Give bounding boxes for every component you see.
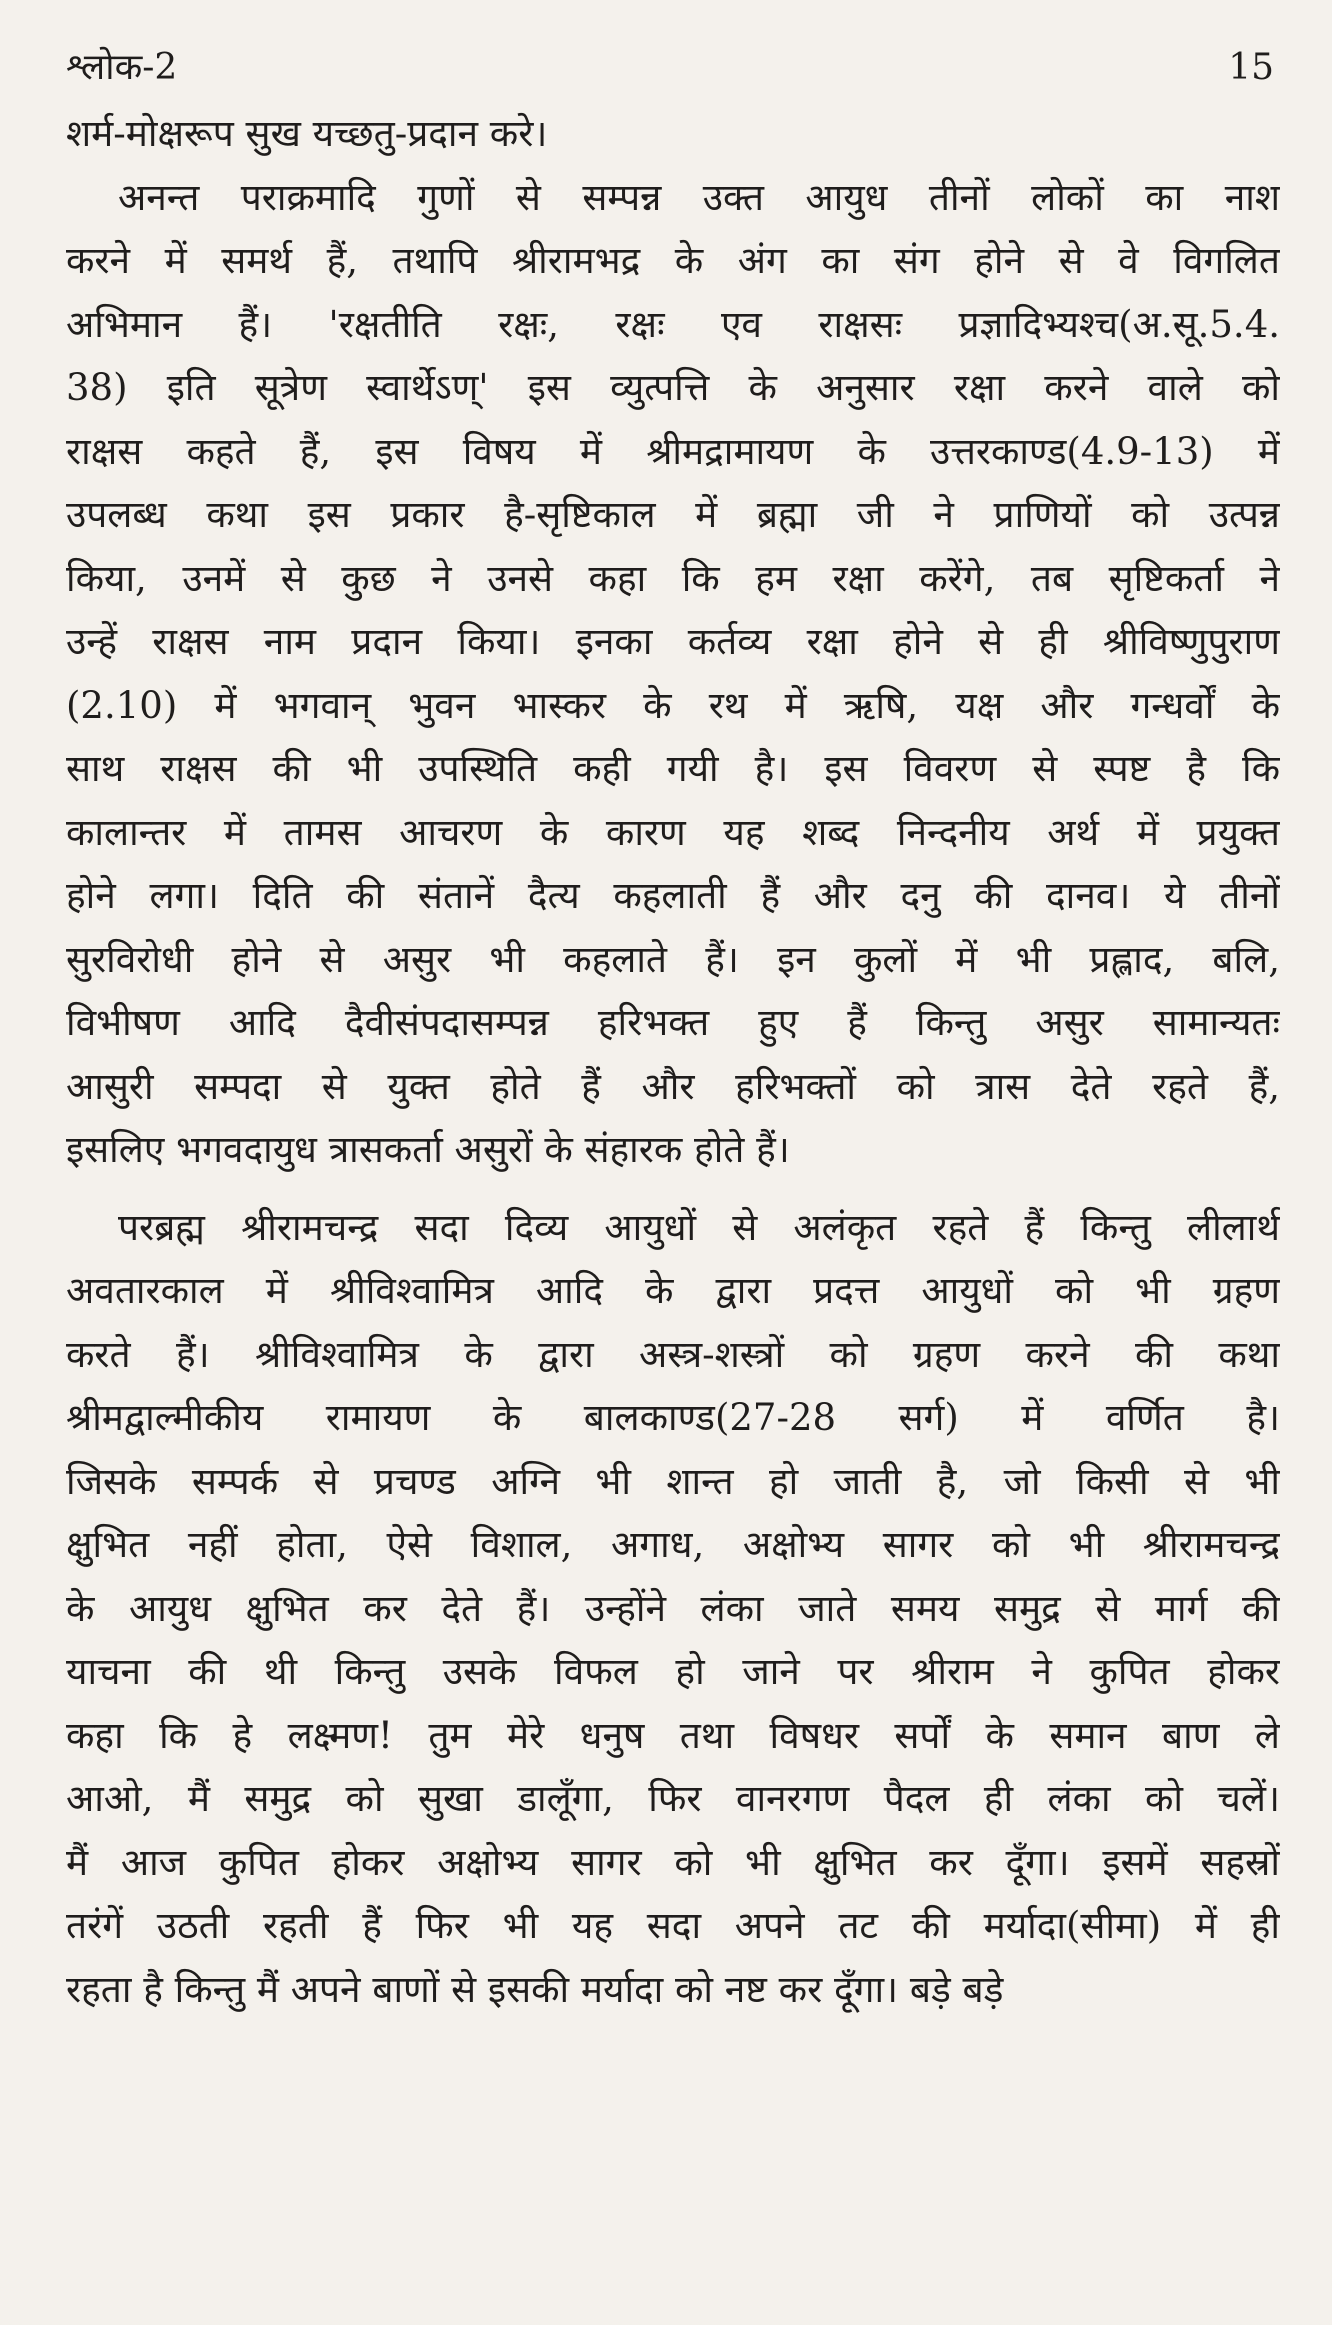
text-line: उन्हें राक्षस नाम प्रदान किया। इनका कर्तव्य रक्षा होने से ही श्रीविष्णुपुराण [66, 620, 1280, 663]
text-line: जिसके सम्पर्क से प्रचण्ड अग्नि भी शान्त हो जाती है, जो किसी से भी [66, 1459, 1280, 1503]
text-line: के आयुध क्षुभित कर देते हैं। उन्होंने लंका जाते समय समुद्र से मार्ग की [66, 1586, 1280, 1630]
text-line: उपलब्ध कथा इस प्रकार है-सृष्टिकाल में ब्रह्मा जी ने प्राणियों को उत्पन्न [66, 493, 1280, 536]
text-line: रहता है किन्तु मैं अपने बाणों से इसकी मर्यादा को नष्ट कर दूँगा। बड़े बड़े [66, 1967, 1004, 2011]
text-line: 38) इति सूत्रेण स्वार्थेऽण्' इस व्युत्पत्ति के अनुसार रक्षा करने वाले को [66, 366, 1280, 409]
text-line: श्रीमद्वाल्मीकीय रामायण के बालकाण्ड(27-28 सर्ग) में वर्णित है। [66, 1396, 1280, 1439]
text-line: याचना की थी किन्तु उसके विफल हो जाने पर श्रीराम ने कुपित होकर [66, 1650, 1280, 1693]
text-line: तरंगें उठती रहती हैं फिर भी यह सदा अपने तट की मर्यादा(सीमा) में ही [66, 1904, 1280, 1947]
text-line: क्षुभित नहीं होता, ऐसे विशाल, अगाध, अक्षोभ्य सागर को भी श्रीरामचन्द्र [66, 1523, 1280, 1566]
text-line: सुरविरोधी होने से असुर भी कहलाते हैं। इन कुलों में भी प्रह्लाद, बलि, [66, 937, 1280, 981]
text-line: आओ, मैं समुद्र को सुखा डालूँगा, फिर वानरगण पैदल ही लंका को चलें। [66, 1777, 1280, 1820]
text-line: किया, उनमें से कुछ ने उनसे कहा कि हम रक्षा करेंगे, तब सृष्टिकर्ता ने [66, 556, 1280, 600]
paragraph-ramachandra [66, 1196, 1280, 2022]
page-header [66, 40, 1280, 96]
text-line: साथ राक्षस की भी उपस्थिति कही गयी है। इस विवरण से स्पष्ट है कि [66, 747, 1280, 790]
text-line: इसलिए भगवदायुध त्रासकर्ता असुरों के संहारक होते हैं। [66, 1128, 790, 1171]
paragraph-gap [66, 1182, 1280, 1196]
text-line: कहा कि हे लक्ष्मण! तुम मेरे धनुष तथा विषधर सर्पों के समान बाण ले [66, 1713, 1280, 1757]
text-line: अनन्त पराक्रमादि गुणों से सम्पन्न उक्त आयुध तीनों लोकों का नाश [118, 175, 1280, 219]
paragraph-definition [66, 102, 1280, 166]
paragraph-raksas [66, 166, 1280, 1182]
text-line: करने में समर्थ हैं, तथापि श्रीरामभद्र के अंग का संग होने से वे विगलित [66, 239, 1280, 282]
page-number: 15 [1228, 47, 1274, 88]
text-line: शर्म-मोक्षरूप सुख यच्छतु-प्रदान करे। [66, 112, 548, 155]
text-line: अभिमान हैं। 'रक्षतीति रक्षः, रक्षः एव राक्षसः प्रज्ञादिभ्यश्च(अ.सू.5.4. [66, 302, 1280, 346]
text-line: परब्रह्म श्रीरामचन्द्र सदा दिव्य आयुधों से अलंकृत रहते हैं किन्तु लीलार्थ [118, 1205, 1280, 1249]
section-heading: श्लोक-2 [66, 47, 178, 88]
text-line: राक्षस कहते हैं, इस विषय में श्रीमद्रामायण के उत्तरकाण्ड(4.9-13) में [66, 429, 1280, 473]
text-line: आसुरी सम्पदा से युक्त होते हैं और हरिभक्तों को त्रास देते रहते हैं, [66, 1064, 1280, 1108]
text-line: कालान्तर में तामस आचरण के कारण यह शब्द निन्दनीय अर्थ में प्रयुक्त [66, 810, 1280, 854]
text-line: अवतारकाल में श्रीविश्वामित्र आदि के द्वारा प्रदत्त आयुधों को भी ग्रहण [66, 1269, 1280, 1312]
text-line: मैं आज कुपित होकर अक्षोभ्य सागर को भी क्षुभित कर दूँगा। इसमें सहस्रों [66, 1840, 1280, 1884]
text-line: (2.10) में भगवान् भुवन भास्कर के रथ में ऋषि, यक्ष और गन्धर्वों के [66, 683, 1280, 727]
text-line: करते हैं। श्रीविश्वामित्र के द्वारा अस्त्र-शस्त्रों को ग्रहण करने की कथा [66, 1332, 1280, 1376]
text-line: होने लगा। दिति की संतानें दैत्य कहलाती हैं और दनु की दानव। ये तीनों [66, 874, 1280, 917]
text-line: विभीषण आदि दैवीसंपदासम्पन्न हरिभक्त हुए हैं किन्तु असुर सामान्यतः [66, 1001, 1280, 1044]
